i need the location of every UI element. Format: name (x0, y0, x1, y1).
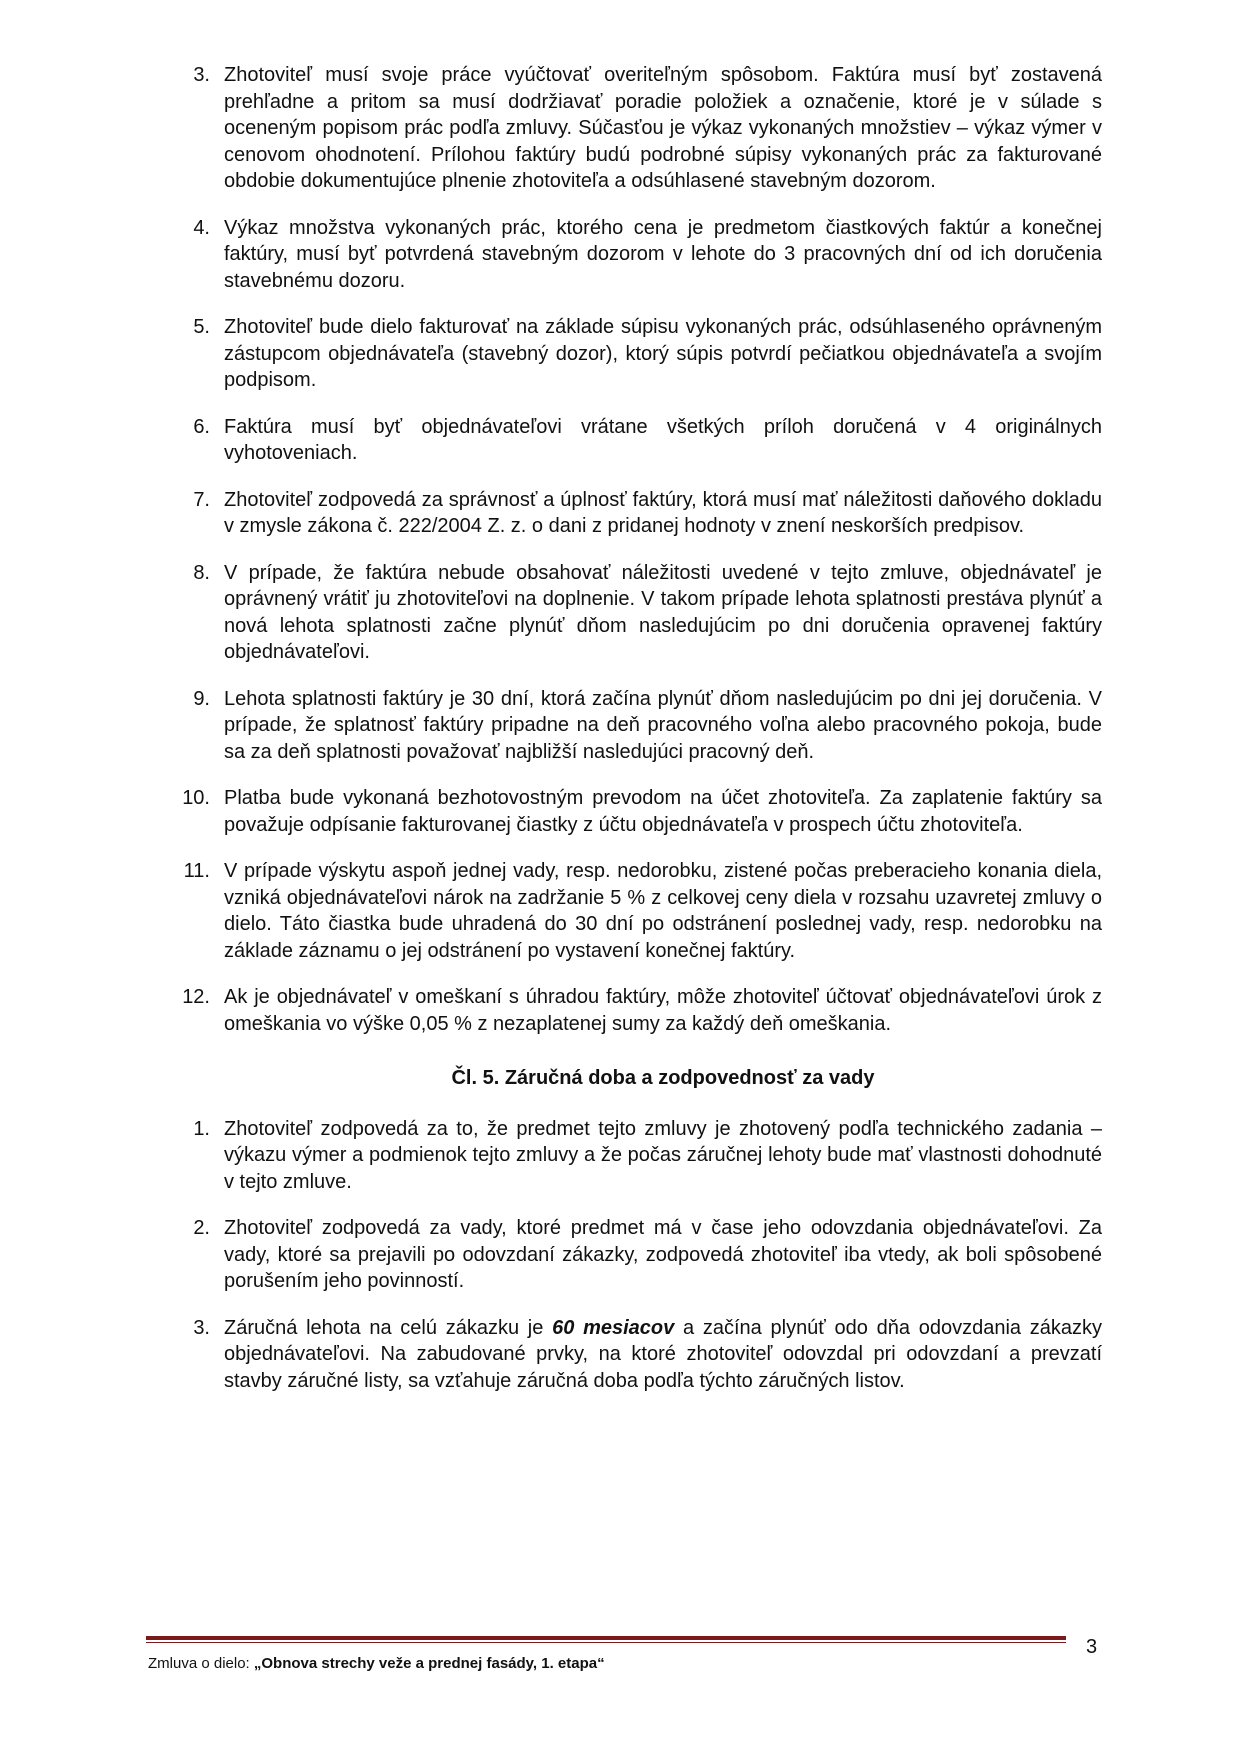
list-item (160, 414, 1102, 467)
footer-contract-title: „Obnova strechy veže a prednej fasády, 1. etapa“ (253, 1655, 605, 1672)
item-text: V prípade výskytu aspoň jednej vady, resp. nedorobku, zistené počas preberacieho konania diela, vzniká objednávateľovi nárok na zadržanie 5 % z celkovej ceny diela v rozsahu uzavretej zmluvy o dielo. Táto čiastka bude uhradená do 30 dní po odstránení poslednej vady, resp. nedorobku na základe záznamu o jej odstránení po vystavení konečnej faktúry. (224, 860, 1102, 962)
item-number: 3. (193, 64, 210, 86)
item-number: 9. (193, 687, 210, 710)
list-item (160, 62, 1102, 195)
item-text-before: Záručná lehota na celú zákazku je (224, 1316, 553, 1339)
list-item (160, 215, 1102, 295)
list-item (160, 1215, 1102, 1295)
item-number: 12. (182, 986, 210, 1008)
list-item (160, 560, 1102, 666)
list-item (160, 314, 1102, 394)
item-text: Zhotoviteľ bude dielo fakturovať na základe súpisu vykonaných prác, odsúhlaseného oprávneným zástupcom objednávateľa (stavebný dozor), ktorý súpis potvrdí pečiatkou objednávateľa a svojím podpisom. (224, 316, 1102, 391)
item-text: Faktúra musí byť objednávateľovi vrátane všetkých príloh doručená v 4 originálnych vyhotoveniach. (224, 415, 1102, 464)
item-number: 4. (193, 216, 210, 239)
footer (148, 1655, 605, 1672)
item-number: 10. (182, 787, 210, 809)
item-text: Platba bude vykonaná bezhotovostným prevodom na účet zhotoviteľa. Za zaplatenie faktúry sa považuje odpísanie fakturovanej čiastky z účtu objednávateľa v prospech účtu zhotoviteľa. (224, 787, 1102, 836)
item-text: Ak je objednávateľ v omeškaní s úhradou faktúry, môže zhotoviteľ účtovať objednávateľovi úrok z omeškania vo výške 0,05 % z nezaplatenej sumy za každý deň omeškania. (224, 986, 1102, 1035)
item-number: 2. (193, 1217, 210, 1239)
payment-terms-list (160, 62, 1102, 1037)
item-text: Lehota splatnosti faktúry je 30 dní, ktorá začína plynúť dňom nasledujúcim po dni jej doručenia. V prípade, že splatnosť faktúry pripadne na deň pracovného voľna alebo pracovného pokoja, bude sa za deň splatnosti považovať najbližší nasledujúci pracovný deň. (224, 687, 1102, 763)
list-item (160, 1315, 1102, 1395)
list-item (160, 984, 1102, 1037)
item-number: 7. (193, 488, 210, 511)
item-number: 8. (193, 561, 210, 584)
item-text: Zhotoviteľ zodpovedá za to, že predmet tejto zmluvy je zhotovený podľa technického zadania – výkazu výmer a podmienok tejto zmluvy a že počas záručnej lehoty bude mať vlastnosti dohodnuté v tejto zmluve. (224, 1117, 1102, 1193)
item-text (224, 1315, 1102, 1395)
item-text-after: a začína plynúť odo dňa odovzdania zákazky objednávateľovi. Na zabudované prvky, na ktoré zhotoviteľ odovzdal pri odovzdaní a prevzatí stavby záručné listy, sa vzťahuje záručná doba podľa týchto záručných listov. (224, 1316, 1103, 1392)
item-text: V prípade, že faktúra nebude obsahovať náležitosti uvedené v tejto zmluve, objednávateľ je oprávnený vrátiť ju zhotoviteľovi na doplnenie. V takom prípade lehota splatnosti prestáva plynúť a nová lehota splatnosti začne plynúť dňom nasledujúcim po dni doručenia opravenej faktúry objednávateľovi. (224, 561, 1102, 663)
footer-divider-thin (146, 1642, 1066, 1643)
section-heading: Čl. 5. Záručná doba a zodpovednosť za vady (451, 1067, 875, 1089)
list-item (160, 858, 1102, 964)
page-number: 3 (1086, 1636, 1098, 1658)
item-number: 1. (193, 1117, 210, 1140)
item-number: 6. (193, 415, 210, 438)
item-number: 11. (183, 860, 210, 882)
list-item (160, 785, 1102, 838)
item-text: Zhotoviteľ zodpovedá za správnosť a úplnosť faktúry, ktorá musí mať náležitosti daňového dokladu v zmysle zákona č. 222/2004 Z. z. o dani z pridanej hodnoty v znení neskorších predpisov. (224, 488, 1102, 537)
item-number: 3. (193, 1316, 210, 1339)
document-body (160, 62, 1102, 1414)
list-item (160, 1116, 1102, 1196)
item-text: Zhotoviteľ musí svoje práce vyúčtovať overiteľným spôsobom. Faktúra musí byť zostavená prehľadne a pritom sa musí dodržiavať poradie položiek a označenie, ktoré je v súlade s oceneným popisom prác podľa zmluvy. Súčasťou je výkaz vykonaných množstiev – výkaz výmer v cenovom ohodnotení. Prílohou faktúry budú podrobné súpisy vykonaných prác za fakturované obdobie dokumentujúce plnenie zhotoviteľa a odsúhlasené stavebným dozorom. (224, 64, 1102, 192)
list-item (160, 686, 1102, 766)
item-number: 5. (193, 316, 210, 338)
item-text: Zhotoviteľ zodpovedá za vady, ktoré predmet má v čase jeho odovzdania objednávateľovi. Za vady, ktoré sa prejavili po odovzdaní zákazky, zodpovedá zhotoviteľ iba vtedy, ak boli spôsobené porušením jeho povinností. (224, 1217, 1102, 1292)
footer-divider (146, 1636, 1066, 1640)
warranty-terms-list (160, 1116, 1102, 1295)
warranty-period-emphasis: 60 mesiacov (552, 1316, 675, 1339)
footer-label: Zmluva o dielo: (148, 1655, 254, 1672)
item-text: Výkaz množstva vykonaných prác, ktorého cena je predmetom čiastkových faktúr a konečnej faktúry, musí byť potvrdená stavebným dozorom v lehote do 3 pracovných dní od ich doručenia stavebnému dozoru. (224, 216, 1102, 292)
list-item (160, 487, 1102, 540)
